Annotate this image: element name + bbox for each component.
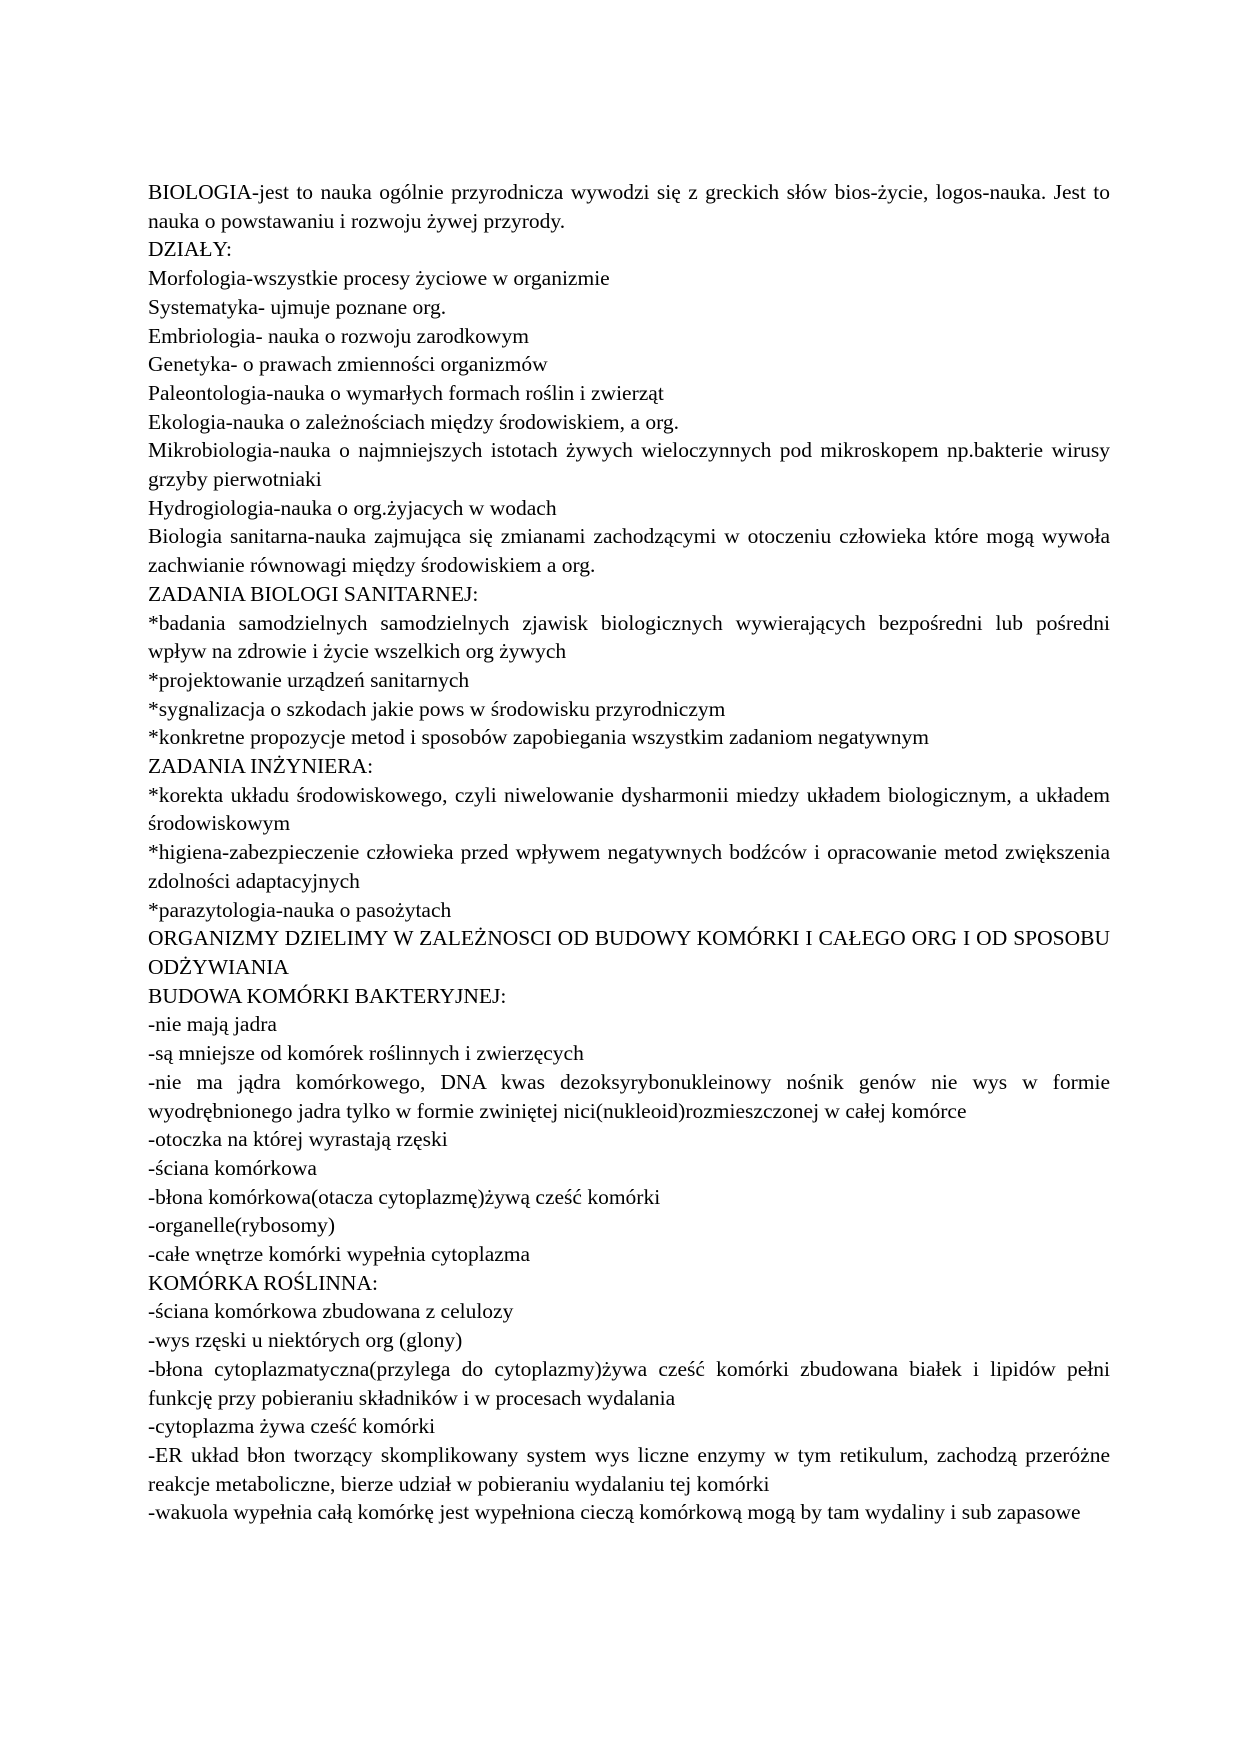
list-item: -nie mają jadra: [148, 1012, 277, 1037]
heading-budowa-komorki-bakteryjnej: BUDOWA KOMÓRKI BAKTERYJNEJ:: [148, 983, 507, 1008]
list-item: -ściana komórkowa zbudowana z celulozy: [148, 1299, 514, 1324]
list-item: -wys rzęski u niektórych org (glony): [148, 1328, 463, 1353]
heading-zadania-inzyniera: ZADANIA INŻYNIERA:: [148, 754, 374, 779]
list-item: *parazytologia-nauka o pasożytach: [148, 897, 452, 922]
list-item: Systematyka- ujmuje poznane org.: [148, 294, 447, 319]
list-item: -ściana komórkowa: [148, 1155, 317, 1180]
list-item: -błona cytoplazmatyczna(przylega do cytoplazmy)żywa cześć komórki zbudowana białek i lipidów pełni funkcję przy pobieraniu składników i w procesach wydalania: [148, 1356, 1110, 1410]
list-item: *badania samodzielnych samodzielnych zjawisk biologicznych wywierających bezpośredni lub pośredni wpływ na zdrowie i życie wszelkich org żywych: [148, 610, 1110, 664]
list-item: *projektowanie urządzeń sanitarnych: [148, 667, 470, 692]
list-item: *konkretne propozycje metod i sposobów zapobiegania wszystkim zadaniom negatywnym: [148, 725, 929, 750]
list-item: -otoczka na której wyrastają rzęski: [148, 1127, 448, 1152]
document-body: [148, 178, 1110, 1527]
list-item: *sygnalizacja o szkodach jakie pows w środowisku przyrodniczym: [148, 696, 726, 721]
heading-zadania-biologi: ZADANIA BIOLOGI SANITARNEJ:: [148, 581, 479, 606]
list-item: Ekologia-nauka o zależnościach między środowiskiem, a org.: [148, 409, 679, 434]
list-item: Embriologia- nauka o rozwoju zarodkowym: [148, 323, 529, 348]
paragraph-hydrobiologia: Hydrogiologia-nauka o org.żyjacych w wodach: [148, 495, 557, 520]
list-item: -organelle(rybosomy): [148, 1213, 336, 1238]
list-item: -błona komórkowa(otacza cytoplazmę)żywą cześć komórki: [148, 1184, 661, 1209]
heading-komorka-roslinna: KOMÓRKA ROŚLINNA:: [148, 1270, 378, 1295]
list-item: -nie ma jądra komórkowego, DNA kwas dezoksyrybonukleinowy nośnik genów nie wys w formie wyodrębnionego jadra tylko w formie zwiniętej nici(nukleoid)rozmieszczonej w całej komórce: [148, 1069, 1110, 1123]
list-item: -są mniejsze od komórek roślinnych i zwierzęcych: [148, 1041, 584, 1066]
heading-organizmy: ORGANIZMY DZIELIMY W ZALEŻNOSCI OD BUDOWY KOMÓRKI I CAŁEGO ORG I OD SPOSOBU ODŻYWIANIA: [148, 926, 1110, 979]
intro-paragraph: BIOLOGIA-jest to nauka ogólnie przyrodnicza wywodzi się z greckich słów bios-życie, logos-nauka. Jest to nauka o powstawaniu i rozwoju żywej przyrody.: [148, 180, 1110, 233]
list-item: -wakuola wypełnia całą komórkę jest wypełniona cieczą komórkową mogą by tam wydaliny i sub zapasowe: [148, 1500, 1081, 1525]
list-item: Genetyka- o prawach zmienności organizmów: [148, 352, 548, 377]
list-item: -ER układ błon tworzący skomplikowany system wys liczne enzymy w tym retikulum, zachodzą przeróżne reakcje metaboliczne, bierze udział w pobieraniu wydalaniu tej komórki: [148, 1442, 1110, 1496]
list-item: *higiena-zabezpieczenie człowieka przed wpływem negatywnych bodźców i opracowanie metod zwiększenia zdolności adaptacyjnych: [148, 840, 1110, 893]
paragraph-mikrobiologia: Mikrobiologia-nauka o najmniejszych istotach żywych wieloczynnych pod mikroskopem np.bakterie wirusy grzyby pierwotniaki: [148, 438, 1110, 492]
paragraph-biologia-sanitarna: Biologia sanitarna-nauka zajmująca się zmianami zachodzącymi w otoczeniu człowieka które mogą wywoła zachwianie równowagi między środowiskiem a org.: [148, 524, 1110, 578]
list-item: -całe wnętrze komórki wypełnia cytoplazma: [148, 1242, 531, 1267]
list-item: -cytoplazma żywa cześć komórki: [148, 1414, 436, 1439]
list-item: Morfologia-wszystkie procesy życiowe w organizmie: [148, 266, 610, 291]
heading-dzialy: DZIAŁY:: [148, 237, 233, 262]
list-item: Paleontologia-nauka o wymarłych formach roślin i zwierząt: [148, 380, 664, 405]
list-item: *korekta układu środowiskowego, czyli niwelowanie dysharmonii miedzy układem biologicznym, a układem środowiskowym: [148, 782, 1110, 836]
